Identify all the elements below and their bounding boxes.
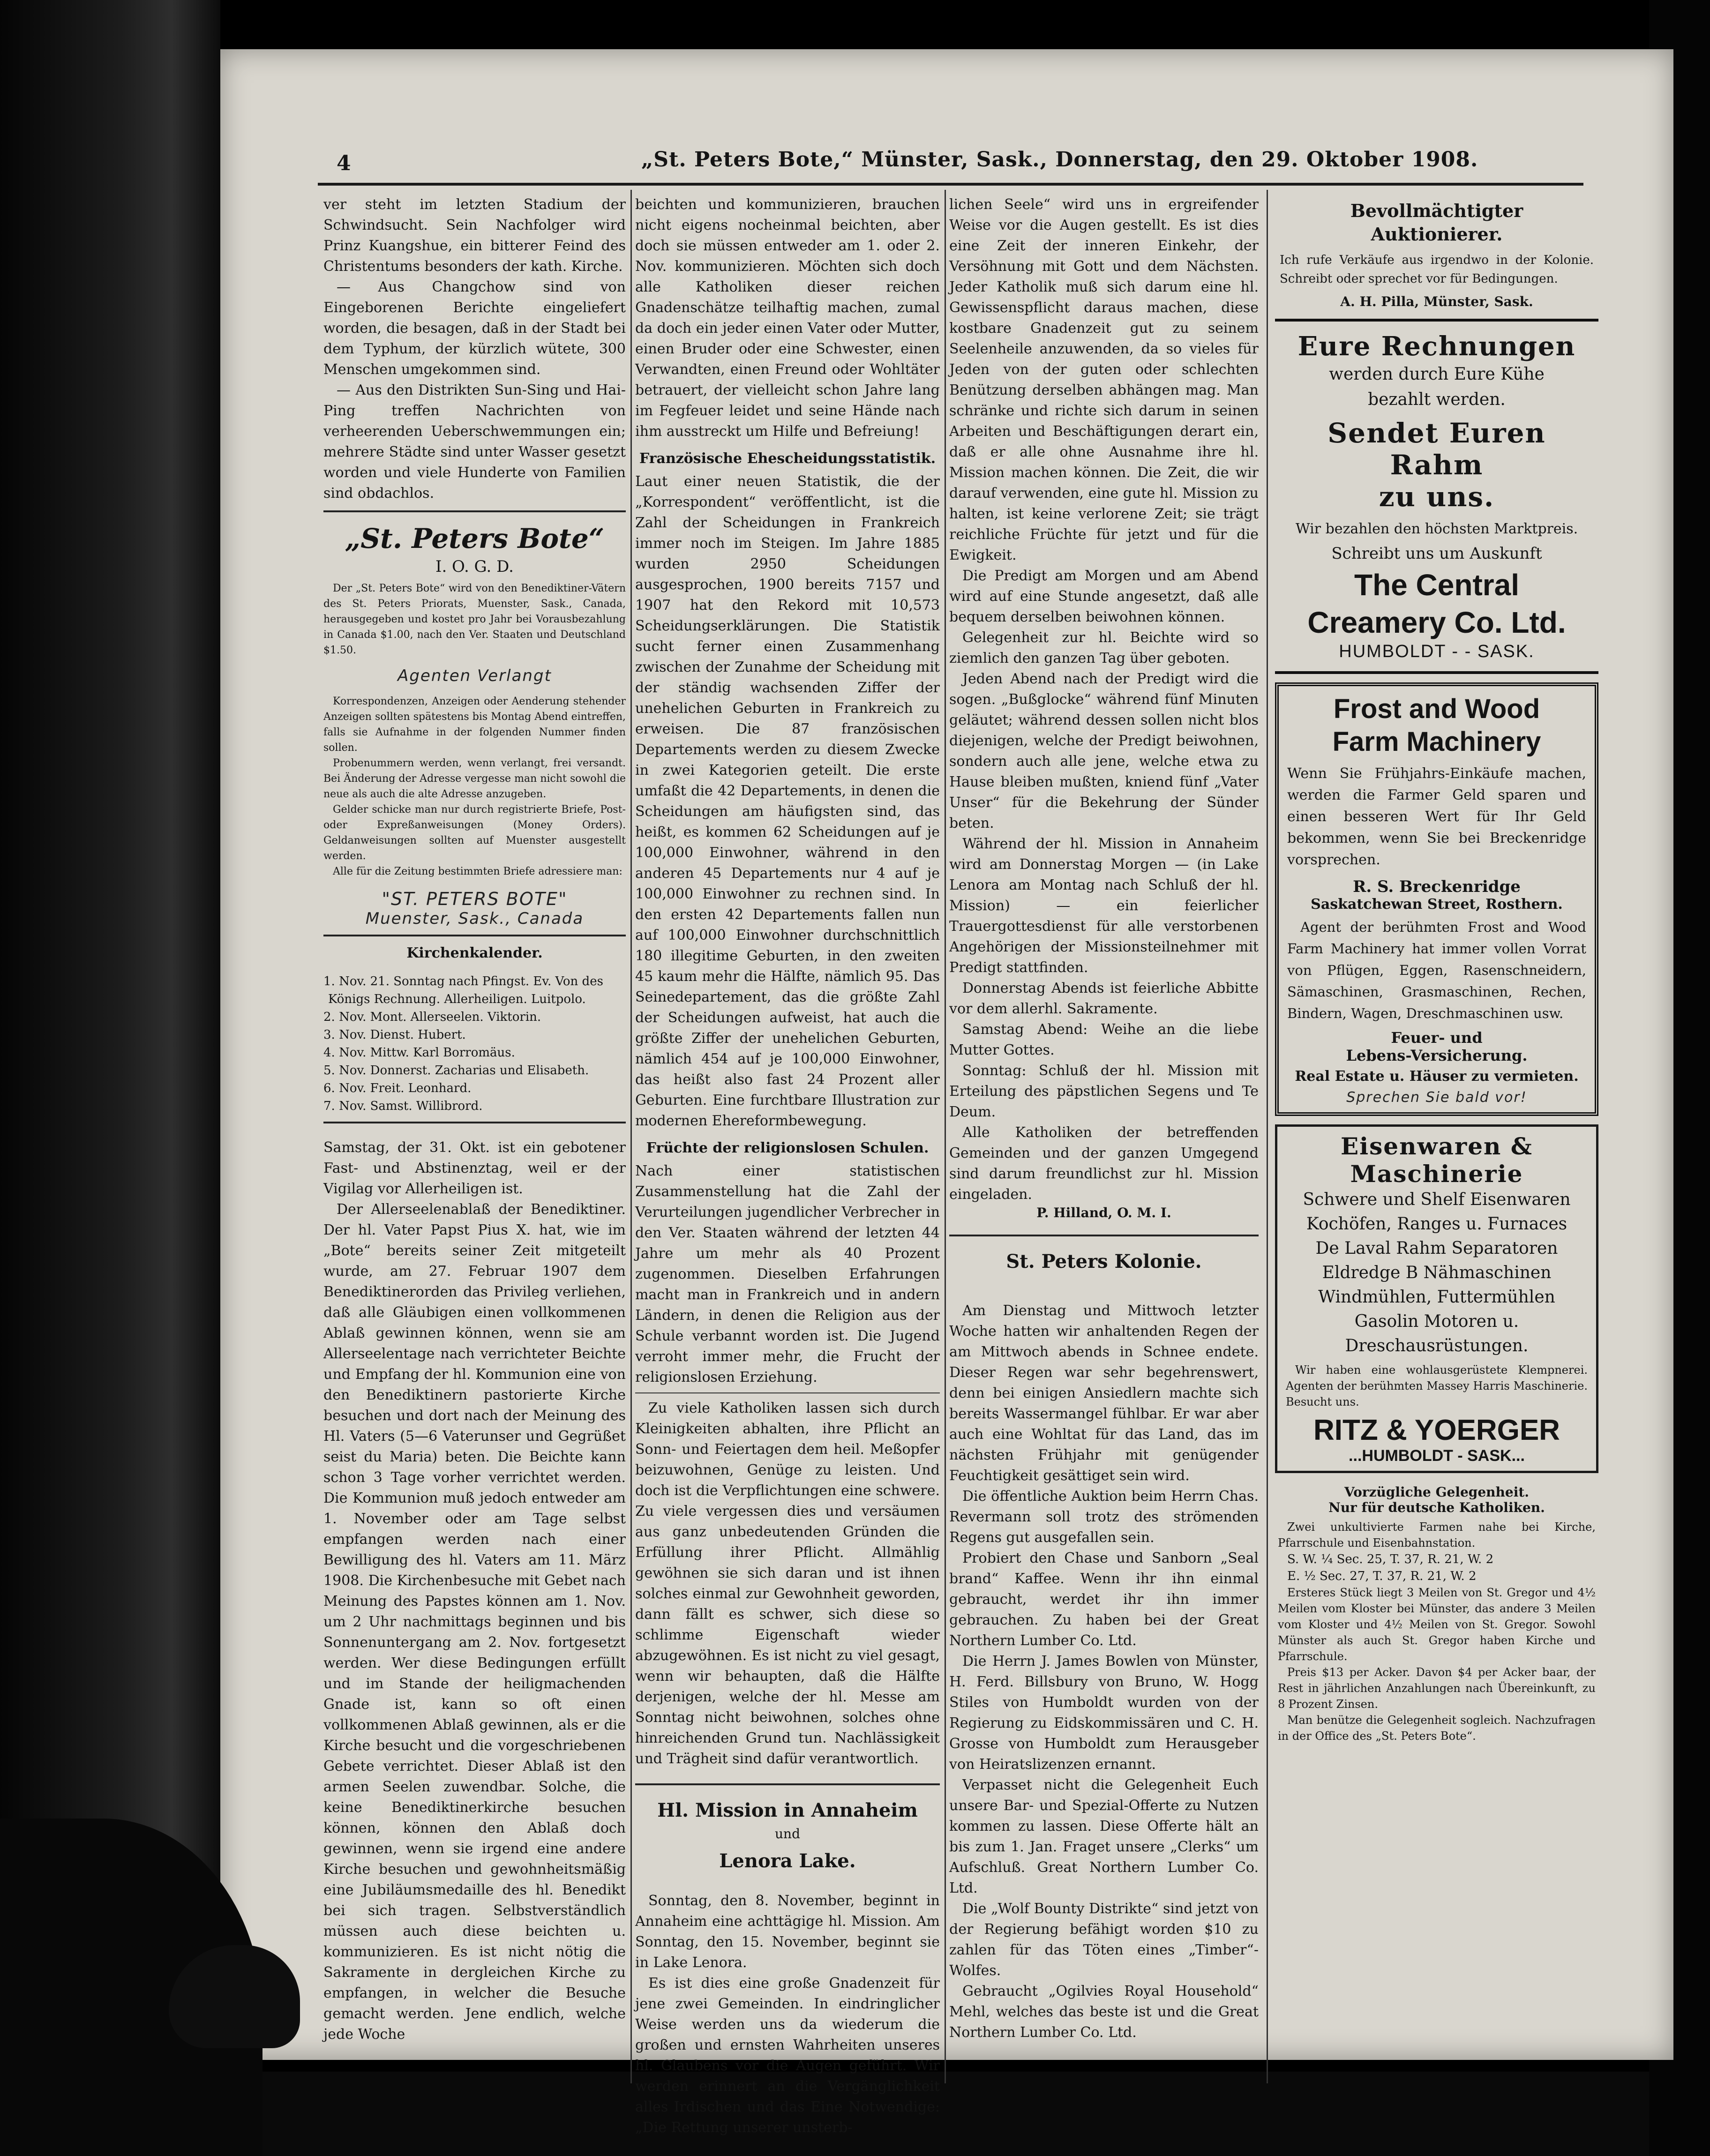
ad-title: Frost and Wood — [1333, 694, 1540, 724]
article-text: Sonntag: Schluß der hl. Mission mit Erteilung des päpstlichen Segens und Te Deum. — [949, 1063, 1259, 1120]
column-rule — [1267, 190, 1268, 2083]
article-text: lichen Seele“ wird uns in ergreifender Weise vor die Augen gestellt. Es ist dies eine Zeit der inneren Einkehr, der Versöhnung mit Gott und dem Nächsten. Jeder Katholik muß sich darum eine hl. Gewissenspflicht daraus machen, diese kostbare Gnadenzeit gut zu seinem Seelenheile anzuwenden, da so vieles für Jeden von der guten oder schlechten Benützung derselben abhängen mag. Man schränke und richte sich darum in seinen Arbeiten und Beschäftigungen derart ein, daß er alle ohne Ausnahme ihre hl. Mission machen können. Die Zeit, die wir darauf verwenden, eine gute hl. Mission zu halten, ist keine verlorene Zeit; sie trägt reichliche Früchte für jetzt und für die Ewigkeit. — [949, 196, 1259, 563]
ad-sign: A. H. Pilla, Münster, Sask. — [1340, 294, 1533, 309]
ad-text: Man benütze die Gelegenheit sogleich. Nachzufragen in der Office des „St. Peters Bote“. — [1278, 1714, 1596, 1743]
masthead-text: Der „St. Peters Bote“ wird von den Benediktiner-Vätern des St. Peters Priorats, Muenster, Sask., Canada, herausgegeben und kostet pro Jahr bei Vorausbezahlung in Canada $1.00, nach den Ver. Staaten und Deutschland $1.50. — [323, 583, 626, 656]
article-text: Donnerstag Abends ist feierliche Abbitte vor dem allerhl. Sakramente. — [949, 980, 1259, 1017]
ad-title: Eure Rechnungen — [1298, 331, 1576, 362]
column-4-ads — [1275, 195, 1598, 2088]
column-rule — [945, 190, 946, 2083]
ad-text: Ersteres Stück liegt 3 Meilen von St. Gregor und 4½ Meilen vom Kloster bei Münster, das andere 3 Meilen vom Kloster und 4½ Meilen von St. Gregor. Sowohl Münster als auch St. Gregor haben Kirche und Pfarrschule. — [1278, 1586, 1596, 1663]
ad-line: Windmühlen, Futtermühlen — [1318, 1288, 1555, 1307]
notice: Korrespondenzen, Anzeigen oder Aenderung stehender Anzeigen sollten spätestens bis Montag Abend eintreffen, falls sie Aufnahme in der folgenden Nummer finden sollen. — [323, 696, 626, 754]
ad-address: Saskatchewan Street, Rosthern. — [1311, 896, 1563, 913]
ad-big: Sendet Euren Rahm — [1328, 417, 1546, 481]
running-title: „St. Peters Bote,“ Münster, Sask., Donnerstag, den 29. Oktober 1908. — [641, 148, 1478, 172]
separator — [323, 1122, 626, 1123]
kolonie-heading: St. Peters Kolonie. — [1006, 1250, 1202, 1273]
article-text: Am Dienstag und Mittwoch letzter Woche hatten wir anhaltenden Regen der am Mittwoch abends in Schnee endete. Dieser Regen war sehr begehrenswert, denn bei einigen Ansiedlern machte sich bereits Wassermangel fühlbar. Er war aber auch eine Wohltat für das Land, das im nächsten Frühjahr mit genügender Feuchtigkeit gesättiget sein wird. — [949, 1303, 1259, 1484]
article-text: Sonntag, den 8. November, beginnt in Annaheim eine achttägige hl. Mission. Am Sonntag, den 15. November, beginnt sie in Lake Lenora. — [635, 1893, 940, 1971]
separator — [635, 1783, 940, 1785]
notice: Alle für die Zeitung bestimmten Briefe adressiere man: — [333, 866, 622, 877]
ad-city: HUMBOLDT - - SASK. — [1339, 642, 1535, 661]
ad-title: Eisenwaren & Maschinerie — [1341, 1132, 1533, 1188]
ad-line: Schreibt uns um Auskunft — [1331, 544, 1542, 563]
ad-creamery — [1275, 322, 1598, 674]
ad-insurance: Lebens-Versicherung. — [1346, 1047, 1528, 1064]
page-number: 4 — [337, 151, 351, 175]
mission-heading-and: und — [775, 1826, 800, 1842]
article-text: Gelegenheit zur hl. Beichte wird so ziemlich den ganzen Tag über geboten. — [949, 629, 1259, 666]
ad-eisenwaren — [1275, 1124, 1598, 1473]
ad-title: Nur für deutsche Katholiken. — [1328, 1500, 1545, 1515]
ad-company: RITZ & YOERGER — [1313, 1414, 1560, 1446]
signature: P. Hilland, O. M. I. — [1036, 1205, 1171, 1220]
column-rule — [630, 190, 632, 2083]
ad-frost-wood — [1275, 682, 1598, 1116]
column-3 — [949, 195, 1259, 2088]
article-text: Alle Katholiken der betreffenden Gemeinden und der ganzen Umgegend sind darum freundlichst zur hl. Mission eingeladen. — [949, 1124, 1259, 1203]
newspaper-page — [220, 49, 1673, 2136]
ad-handwritten: Sprechen Sie bald vor! — [1346, 1089, 1527, 1106]
article-text: beichten und kommunizieren, brauchen nicht eigens nocheinmal beichten, aber doch sie müssen entweder am 1. oder 2. Nov. kommunizieren. Möchten sich doch alle Katholiken dieser reichen Gnadenschätze teilhaftig machen, zumal da doch ein jeder einen Vater oder Mutter, einen Bruder oder eine Schwester, einen Verwandten, einen Freund oder Wohltäter betrauert, der vielleicht schon Jahre lang im Fegfeuer leidet und seine Hände nach ihm ausstreckt um Hilfe und Befreiung! — [635, 196, 940, 440]
article-text: Samstag, der 31. Okt. ist ein gebotener Fast- und Abstinenztag, weil er der Vigilag vor Allerheiligen ist. — [323, 1139, 626, 1197]
article-text: Jeden Abend nach der Predigt wird die sogen. „Bußglocke“ während fünf Minuten geläutet; während dessen sollen nicht blos diejenigen, welche der Predigt beiwohnen, sondern auch alle jene, welche etwa zu Hause bleiben mußten, kniend fünf „Vater Unser“ für die Bekehrung der Sünder beten. — [949, 671, 1259, 831]
article-text: Nach einer statistischen Zusammenstellung hat die Zahl der Verurteilungen jugendlicher Verbrecher in den Ver. Staaten während der letzten 44 Jahre um mehr als 40 Prozent zugenommen. Dieselben Erfahrungen macht man in Frankreich und in andern Ländern, in denen die Religion aus der Schule verbannt worden ist. Die Jugend verroht immer mehr, die Frucht der religionslosen Erziehung. — [635, 1163, 940, 1385]
ad-company: Creamery Co. Ltd. — [1307, 606, 1566, 639]
ad-farm-offer — [1275, 1477, 1598, 1752]
notice: Gelder schicke man nur durch registrierte Briefe, Post- oder Expreßanweisungen (Money Orders). Geldanweisungen sollten auf Muenster ausgestellt werden. — [323, 804, 626, 862]
kalender-item: 5. Nov. Donnerst. Zacharias und Elisabeth. — [323, 1063, 589, 1078]
ad-line: bezahlt werden. — [1368, 390, 1506, 409]
column-2 — [635, 195, 940, 2136]
article-heading: Französische Ehescheidungsstatistik. — [639, 450, 936, 467]
ad-real-estate: Real Estate u. Häuser zu vermieten. — [1295, 1068, 1579, 1085]
ad-line: werden durch Eure Kühe — [1329, 365, 1545, 384]
ad-auctioneer — [1275, 195, 1598, 322]
agents-wanted: Agenten Verlangt — [398, 666, 552, 685]
masthead-motto: I. O. G. D. — [435, 557, 514, 576]
article-text: Die Herrn J. James Bowlen von Münster, H. Ferd. Billsbury von Bruno, W. Hogg Stiles von Humboldt wurden von der Regierung zu Eidskommissären und C. H. Grosse von Humboldt zum Herausgeber von Heiratslizenzen ernannt. — [949, 1653, 1259, 1773]
ad-city: ...HUMBOLDT - SASK... — [1349, 1447, 1525, 1465]
column-1 — [323, 195, 626, 2088]
kalender-list — [323, 973, 626, 1115]
article-text: Während der hl. Mission in Annaheim wird am Donnerstag Morgen — (in Lake Lenora am Montag nach Schluß der hl. Mission) — ein feierlicher Trauergottesdienst für alle verstorbenen Angehörigen der Missionsteilnehmer mit Predigt stattfinden. — [949, 836, 1259, 976]
ad-title: Farm Machinery — [1332, 726, 1541, 757]
article-text: Laut einer neuen Statistik, die der „Korrespondent“ veröffentlicht, ist die Zahl der Scheidungen in Frankreich immer noch im Steigen. Im Jahre 1885 wurden 2950 Scheidungen ausgesprochen, 1900 bereits 7157 und 1907 hat den Rekord mit 10,573 Scheidungserklärungen. Die Statistik sucht ferner einen Zusammenhang zwischen der Zunahme der Scheidung mit der ständig wachsenden Ziffer der unehelichen Geburten in Frankreich zu erweisen. Die 87 französischen Departements werden zu diesem Zwecke in zwei Kategorien geteilt. Die erste umfaßt die 42 Departements, in denen die Scheidungen am häufigsten sind, das heißt, es kommen 62 Scheidungen auf je 100,000 Einwohner, während in den anderen 45 Departements nur 4 auf je 100,000 Einwohner zu rechnen sind. In den ersten 42 Departements fallen nun auf 100,000 Einwohner durchschnittlich 180 illegitime Geburten, in den zweiten 45 kaum mehr die Hälfte, nämlich 95. Das Seinedepartement, das die größte Zahl der Scheidungen aufweist, hat auch die größte Ziffer der unehelichen Geburten, nämlich 454 auf je 100,000 Einwohner, das heißt also fast 24 Prozent aller Geburten. Eine furchtbare Illustration zur modernen Ehereformbewegung. — [635, 473, 940, 1129]
ad-line: Kochöfen, Ranges u. Furnaces — [1306, 1214, 1568, 1234]
address-line: "ST. PETERS BOTE" — [382, 889, 568, 909]
ad-line: Gasolin Motoren u. Dreschausrüstungen. — [1345, 1312, 1529, 1355]
ad-text: Preis $13 per Acker. Davon $4 per Acker baar, der Rest in jährlichen Anzahlungen nach Übereinkunft, zu 8 Prozent Zinsen. — [1278, 1666, 1596, 1711]
kalender-item: 2. Nov. Mont. Allerseelen. Viktorin. — [323, 1010, 541, 1024]
ad-insurance: Feuer- und — [1391, 1029, 1483, 1047]
mission-heading: Hl. Mission in Annaheim — [657, 1799, 918, 1821]
separator — [323, 935, 626, 936]
kalender-item: 3. Nov. Dienst. Hubert. — [323, 1028, 466, 1042]
masthead-title: „St. Peters Bote“ — [345, 523, 605, 554]
ad-title: Bevollmächtigter — [1350, 200, 1523, 221]
separator — [949, 1235, 1259, 1236]
article-text: Die Predigt am Morgen und am Abend wird auf eine Stunde angesetzt, daß alle bequem derselben beiwohnen können. — [949, 568, 1259, 625]
article-text: Die „Wolf Bounty Distrikte“ sind jetzt von der Regierung befähigt worden $10 zu zahlen für das Töten eines „Timber“-Wolfes. — [949, 1901, 1259, 1979]
ad-line: Wir bezahlen den höchsten Marktpreis. — [1295, 521, 1578, 537]
header-rule — [318, 183, 1583, 186]
kalender-title: Kirchenkalender. — [406, 945, 543, 961]
kalender-item: 4. Nov. Mittw. Karl Borromäus. — [323, 1046, 515, 1060]
ad-big: zu uns. — [1379, 481, 1495, 513]
ad-company: The Central — [1354, 568, 1520, 602]
article-text: Gebraucht „Ogilvies Royal Household“ Mehl, welches das beste ist und die Great Northern Lumber Co. Ltd. — [949, 1983, 1259, 2041]
article-text: ver steht im letzten Stadium der Schwindsucht. Sein Nachfolger wird Prinz Kuangshue, ein bitterer Feind des Christentums besonders der kath. Kirche. — [323, 196, 626, 275]
ad-small-text: Wir haben eine wohlausgerüstete Klempnerei. Agenten der berühmten Massey Harris Maschinerie. Besucht uns. — [1286, 1363, 1588, 1408]
ad-text: Ich rufe Verkäufe aus irgendwo in der Kolonie. Schreibt oder sprechet vor für Bedingungen. — [1280, 253, 1594, 286]
separator — [635, 1392, 940, 1393]
ad-name: R. S. Breckenridge — [1353, 877, 1521, 896]
article-text: Zu viele Katholiken lassen sich durch Kleinigkeiten abhalten, ihre Pflicht an Sonn- und Feiertagen dem heil. Meßopfer beizuwohnen, Genüge zu leisten. Und doch ist die Verpflichtungen eine schwere. Zu viele vergessen dies und versäumen aus ganz unbedeutenden Gründen die Erfüllung ihrer Pflicht. Allmählig gewöhnen sie sich daran und ist ihnen solches einmal zur Gewohnheit geworden, dann fällt es schwer, sich diese so schlimme Eigenschaft wieder abzugewöhnen. Es ist nicht zu viel gesagt, wenn wir behaupten, daß die Hälfte derjenigen, welche der hl. Messe am Sonntag nicht beiwohnen, solches ohne hinreichenden Grund tun. Nachlässigkeit und Trägheit sind dafür verantwortlich. — [635, 1400, 940, 1767]
article-text: Probiert den Chase und Sanborn „Seal brand“ Kaffee. Wenn ihr ihn einmal gebraucht, werdet ihr ihn immer gebrauchen. Zu haben bei der Great Northern Lumber Co. Ltd. — [949, 1550, 1259, 1649]
mission-heading: Lenora Lake. — [719, 1850, 856, 1872]
article-text: Es ist dies eine große Gnadenzeit für jene zwei Gemeinden. In eindringlicher Weise werden uns da wiederum die großen und ernsten Wahrheiten unseres hl. Glaubens vor die Augen geführt. Wir werden erinnert an die Vergänglichkeit alles Irdischen und das Eine Notwendige: „Die Rettung unserer unsterb- — [635, 1975, 940, 2136]
separator — [323, 510, 626, 512]
ad-title: Vorzügliche Gelegenheit. — [1344, 1484, 1530, 1500]
article-text: Die öffentliche Auktion beim Herrn Chas. Revermann soll trotz des strömenden Regens gut ausgefallen sein. — [949, 1488, 1259, 1546]
ad-line: Eldredge B Nähmaschinen — [1322, 1263, 1552, 1282]
ad-text: Agent der berühmten Frost and Wood Farm Machinery hat immer vollen Vorrat von Pflügen, Eggen, Rasenschneidern, Sämaschinen, Grasmaschinen, Rechen, Bindern, Wagen, Dreschmaschinen usw. — [1287, 919, 1586, 1021]
article-text: Der Allerseelenablaß der Benediktiner. Der hl. Vater Papst Pius X. hat, wie im „Bote“ bereits seiner Zeit mitgeteilt wurde, am 27. Februar 1907 dem Benediktinerorden das Privileg verliehen, daß alle Gläubigen einen vollkommenen Ablaß gewinnen können, wenn sie am Allerseelentage nach verrichteter Beichte und Empfang der hl. Kommunion eine von den Benediktinern pastorierte Kirche besuchen und dort nach der Meinung des Hl. Vaters (5—6 Vaterunser und Gegrüßet seist du Maria) beten. Die Beichte kann schon 3 Tage vorher verrichtet werden. Die Kommunion muß jedoch entweder am 1. November oder am Tage selbst empfangen werden nach einer Bewilligung des hl. Vaters am 11. März 1908. Die Kirchenbesuche mit Gebet nach Meinung des Papstes können am 1. Nov. um 2 Uhr nachmittags beginnen und bis Sonnenuntergang am 2. Nov. fortgesetzt werden. Wer diese Bedingungen erfüllt und im Stande der heiligmachenden Gnade ist, kann so oft einen vollkommenen Ablaß gewinnen, als er die Kirche besucht und die vorgeschriebenen Gebete verrichtet. Dieser Ablaß ist den armen Seelen zuwendbar. Solche, die keine Benediktinerkirche besuchen können, können den Ablaß doch gewinnen, wenn sie irgend eine andere Kirche besuchen und gewohnheitsmäßig eine Jubiläumsmedaille des hl. Benedikt bei sich tragen. Selbstverständlich müssen auch diese beichten u. kommunizieren. Es ist nicht nötig die Sakramente in dergleichen Kirche zu empfangen, in welcher die Besuche gemacht werden. Jene endlich, welche jede Woche — [323, 1201, 626, 2043]
address-line: Muenster, Sask., Canada — [365, 909, 584, 928]
page-header — [337, 148, 1574, 180]
kalender-item: 6. Nov. Freit. Leonhard. — [323, 1081, 472, 1095]
article-text: Verpasset nicht die Gelegenheit Euch unsere Bar- und Spezial-Offerte zu Nutzen kommen zu lassen. Diese Offerte hält an bis zum 1. Jan. Fraget unsere „Clerks“ um Aufschluß. Great Northern Lumber Co. Ltd. — [949, 1777, 1259, 1896]
article-text: Samstag Abend: Weihe an die liebe Mutter Gottes. — [949, 1021, 1259, 1058]
ad-text: Wenn Sie Frühjahrs-Einkäufe machen, werden die Farmer Geld sparen und einen besseren Wert für Ihr Geld bekommen, wenn Sie bei Breckenridge vorsprechen. — [1287, 765, 1586, 868]
ad-text: E. ½ Sec. 27, T. 37, R. 21, W. 2 — [1287, 1569, 1477, 1583]
notice: Probenummern werden, wenn verlangt, frei versandt. Bei Änderung der Adresse vergesse man nicht sowohl die neue als auch die alte Adresse anzugeben. — [323, 757, 626, 800]
ad-text: Zwei unkultivierte Farmen nahe bei Kirche, Pfarrschule und Eisenbahnstation. — [1278, 1520, 1596, 1550]
article-heading: Früchte der religionslosen Schulen. — [646, 1140, 929, 1156]
ad-title: Auktionierer. — [1371, 224, 1503, 245]
article-text: — Aus Changchow sind von Eingeborenen Berichte eingeliefert worden, die besagen, daß in der Stadt bei dem Typhum, der kürzlich wütete, 300 Menschen umgekommen sind. — [323, 279, 626, 378]
ad-line: Schwere und Shelf Eisenwaren — [1303, 1190, 1571, 1209]
kalender-item: 7. Nov. Samst. Willibrord. — [323, 1099, 483, 1113]
article-text: — Aus den Distrikten Sun-Sing und Hai-Ping treffen Nachrichten von verheerenden Ueberschwemmungen ein; mehrere Städte sind unter Wasser gesetzt worden und viele Hunderte von Familien sind obdachlos. — [323, 382, 626, 502]
kalender-item: 1. Nov. 21. Sonntag nach Pfingst. Ev. Von des Königs Rechnung. Allerheiligen. Luitpolo. — [323, 974, 603, 1006]
ad-line: De Laval Rahm Separatoren — [1315, 1239, 1558, 1258]
ad-text: S. W. ¼ Sec. 25, T. 37, R. 21, W. 2 — [1287, 1552, 1494, 1566]
